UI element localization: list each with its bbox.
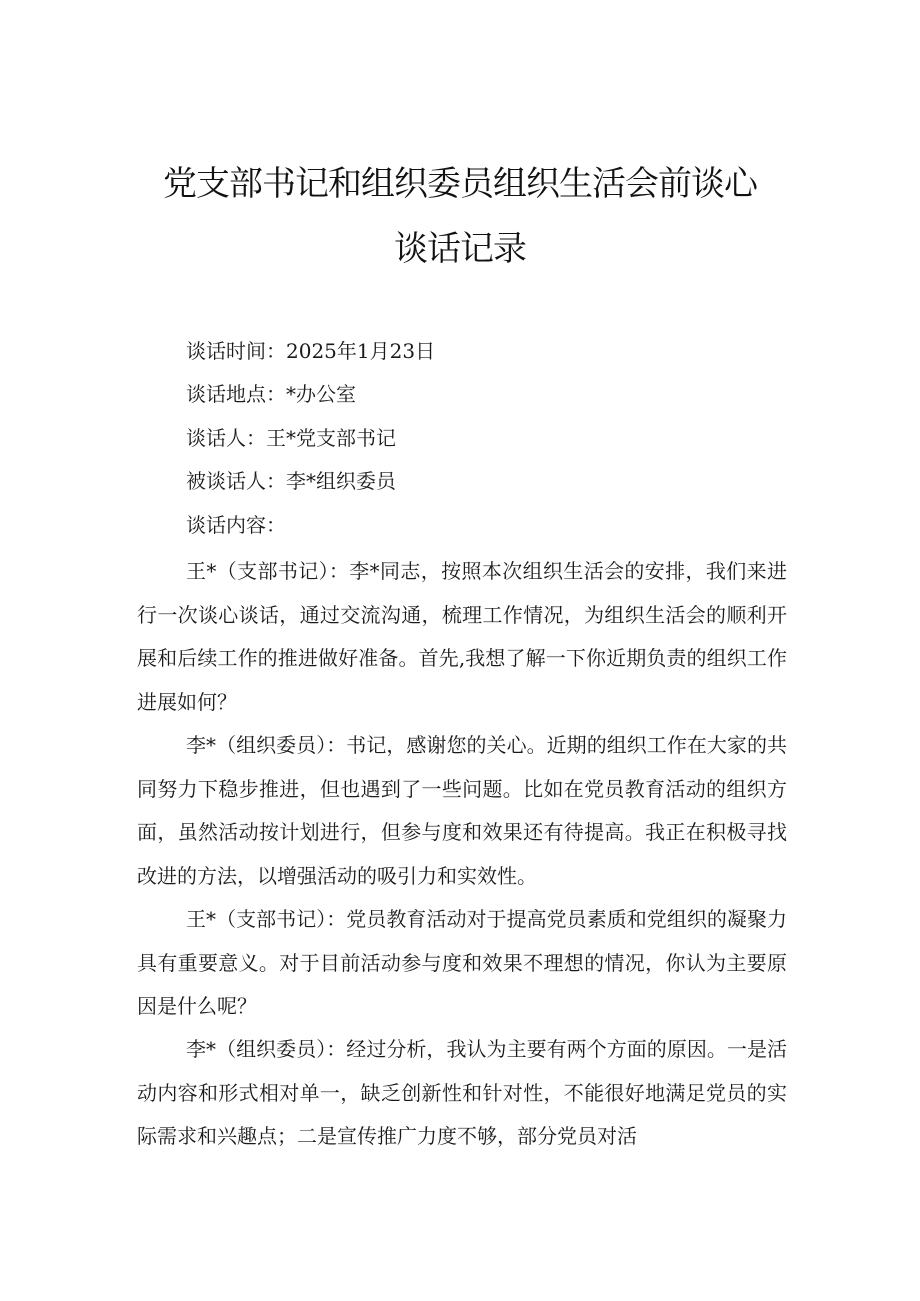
paragraph-secretary-opening: 王*（支部书记）：李*同志，按照本次组织生活会的安排，我们来进行一次谈心谈话，通过交流沟通，梳理工作情况，为组织生活会的顺利开展和后续工作的推进做好准备。首先,我想了解一下你近期负责的组织工作进展如何？ <box>137 559 787 714</box>
meta-talk-place: 谈话地点：*办公室 <box>186 382 356 406</box>
paragraph-member-analysis: 李*（组织委员）：经过分析，我认为主要有两个方面的原因。一是活动内容和形式相对单一，缺乏创新性和针对性，不能很好地满足党员的实际需求和兴趣点；二是宣传推广力度不够，部分党员对活 <box>137 1037 787 1148</box>
paragraph-secretary-question: 王*（支部书记）：党员教育活动对于提高党员素质和党组织的凝聚力具有重要意义。对于目前活动参与度和效果不理想的情况，你认为主要原因是什么呢？ <box>137 907 787 1018</box>
meta-talk-time: 谈话时间：2025年1月23日 <box>186 339 436 363</box>
meta-content-label: 谈话内容： <box>186 513 286 537</box>
meta-talker: 谈话人：王*党支部书记 <box>186 426 396 450</box>
paragraph-member-reply: 李*（组织委员）：书记，感谢您的关心。近期的组织工作在大家的共同努力下稳步推进，但也遇到了一些问题。比如在党员教育活动的组织方面，虽然活动按计划进行，但参与度和效果还有待提高。我正在积极寻找改进的方法，以增强活动的吸引力和实效性。 <box>137 733 787 888</box>
document-title-line1: 党支部书记和组织委员组织生活会前谈心 <box>163 164 757 204</box>
meta-talkee: 被谈话人：李*组织委员 <box>186 469 396 493</box>
document-title-line2: 谈话记录 <box>394 229 526 269</box>
